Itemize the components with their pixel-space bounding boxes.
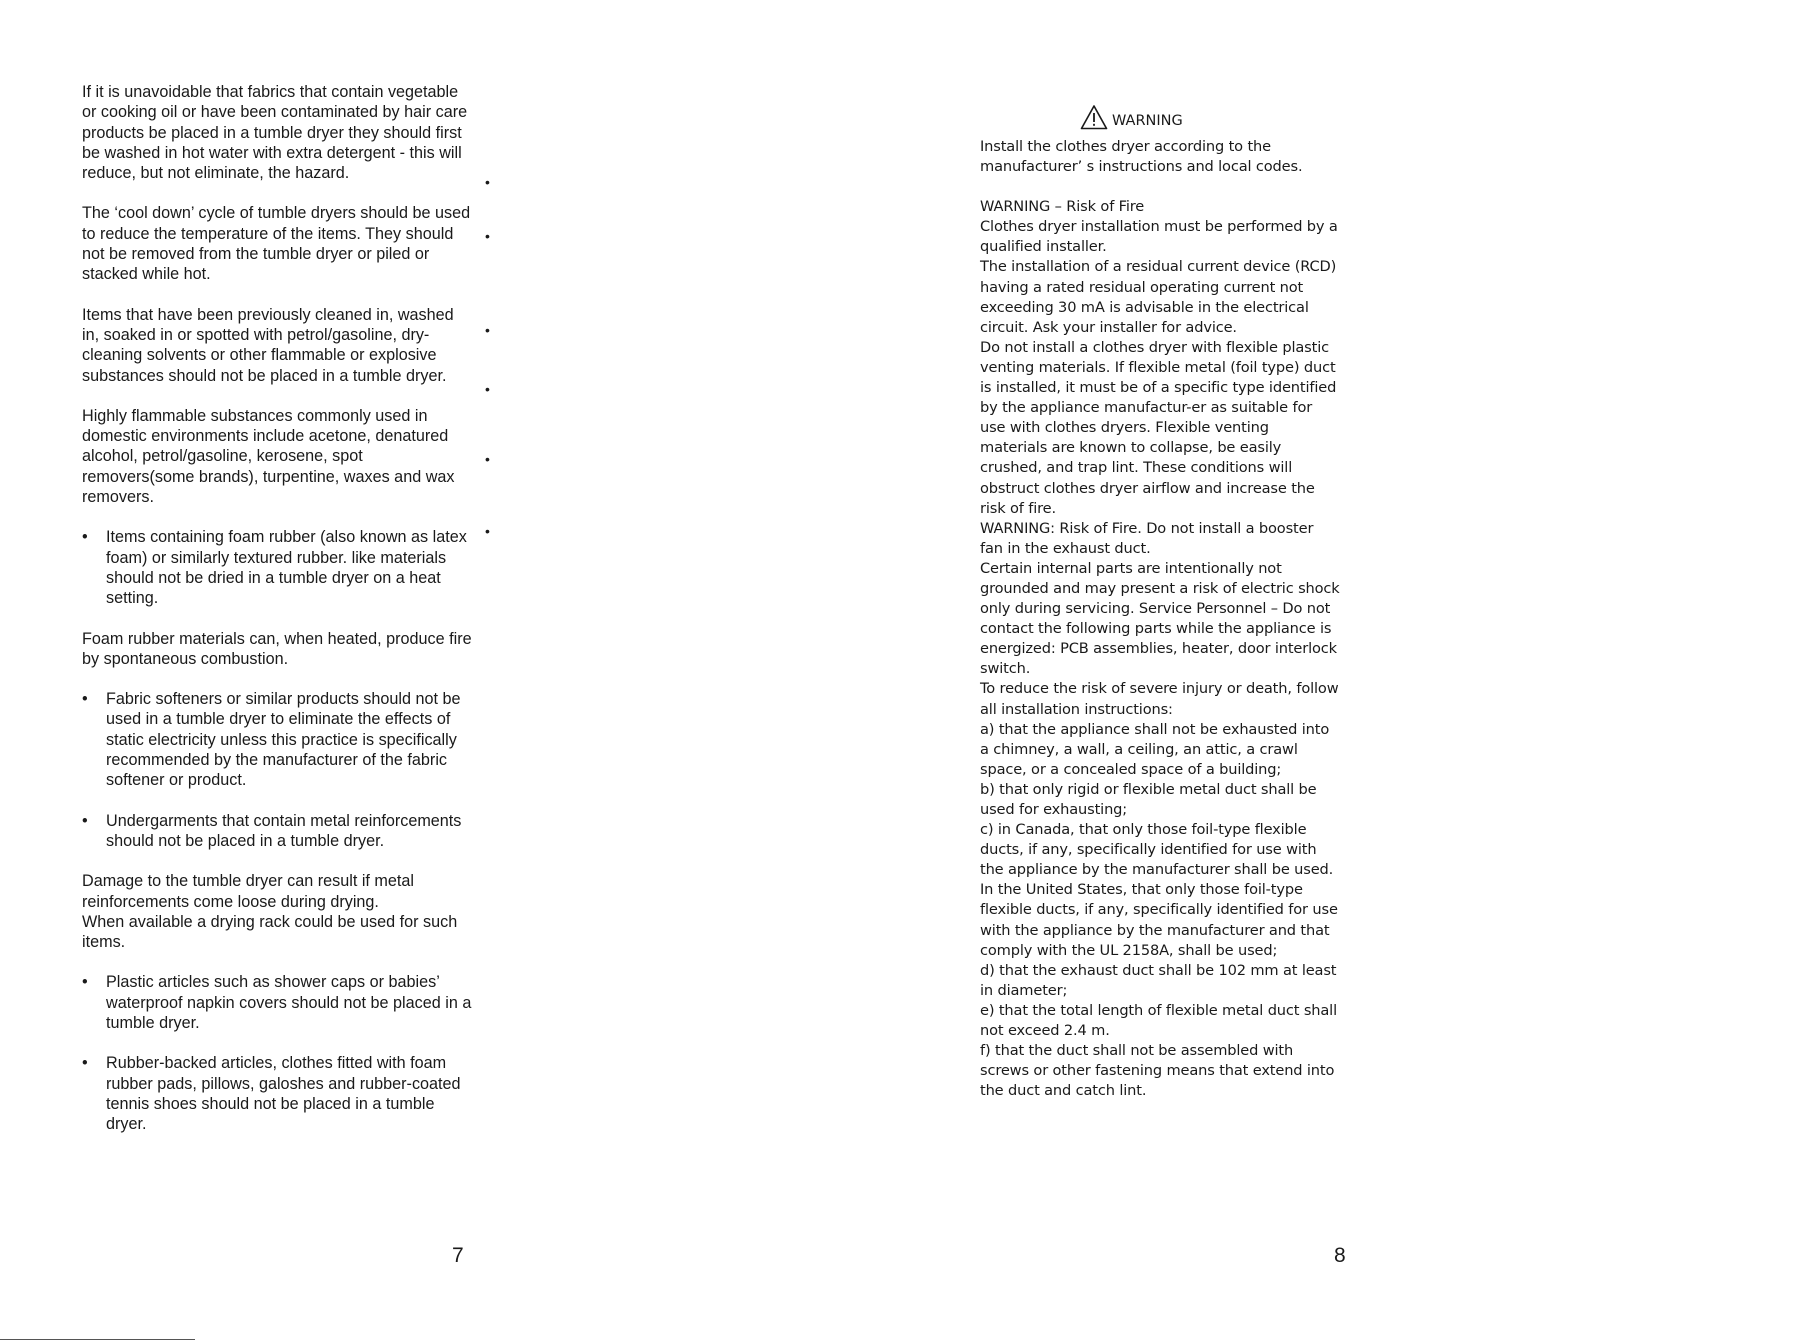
install-instructions: Install the clothes dryer according to the manufacturer’ s instructions and local codes. xyxy=(980,138,1303,176)
paragraph-damage xyxy=(82,871,472,952)
bullet-rubber-backed xyxy=(82,1053,472,1134)
bullet-mark: • xyxy=(82,528,88,547)
bullet-text: Fabric softeners or similar products should not be used in a tumble dryer to eliminate the effects of static electricity unless this practice is specifically recommended by the manufacturer of the fabric softener or product. xyxy=(106,690,461,790)
paragraph-solvents: Items that have been previously cleaned in, washed in, soaked in or spotted with petrol/gasoline, dry-cleaning solvents or other flammable or explosive substances should not be placed in a tumble dryer. xyxy=(82,305,454,385)
item-d-text: d) that the exhaust duct shall be 102 mm at least in diameter; xyxy=(980,961,1337,999)
footer-rule xyxy=(0,1339,195,1340)
right-page xyxy=(900,0,1803,1343)
rcd-text: The installation of a residual current device (RCD) having a rated residual operating current not exceeding 30 mA is advisable in the electrical circuit. Ask your installer for advice. xyxy=(980,258,1337,336)
bullet-mark: • xyxy=(82,811,88,830)
paragraph-oil-fabrics: If it is unavoidable that fabrics that contain vegetable or cooking oil or have been contaminated by hair care products be placed in a tumble dryer they should first be washed in hot water with extra detergent - this will reduce, but not eliminate, the hazard. xyxy=(82,83,468,183)
left-page xyxy=(0,0,900,1343)
stray-bullet: • xyxy=(485,451,490,467)
warning-triangle-icon xyxy=(1080,104,1108,130)
warning-heading xyxy=(1080,102,1183,130)
item-a-text: a) that the appliance shall not be exhausted into a chimney, a wall, a ceiling, an attic, a crawl space, or a concealed space of a building; xyxy=(980,720,1330,778)
bullet-plastic-articles xyxy=(82,972,472,1033)
stray-bullet: • xyxy=(485,174,490,190)
bullet-text: Plastic articles such as shower caps or babies’ waterproof napkin covers should not be placed in a tumble dryer. xyxy=(106,973,472,1032)
venting-materials-text: Do not install a clothes dryer with flexible plastic venting materials. If flexible metal (foil type) duct is installed, it must be of a specific type identified by the appliance manufactur-er as suitable for use with clothes dryers. Flexible venting materials are known to collapse, be easily crushed, and trap lint. These conditions will obstruct clothes dryer airflow and increase the risk of fire. xyxy=(980,338,1337,517)
page-number: 7 xyxy=(452,1244,464,1267)
installation-instructions-intro: To reduce the risk of severe injury or death, follow all installation instructions: xyxy=(980,680,1339,718)
stray-bullet: • xyxy=(485,523,490,539)
stray-bullet: • xyxy=(485,381,490,397)
bullet-undergarments xyxy=(82,811,472,852)
page-number: 8 xyxy=(1334,1244,1346,1267)
bullet-fabric-softeners xyxy=(82,689,472,790)
bullet-text: Rubber-backed articles, clothes fitted with foam rubber pads, pillows, galoshes and rubber-coated tennis shoes should not be placed in a tumble dryer. xyxy=(106,1054,461,1134)
bullet-text: Undergarments that contain metal reinforcements should not be placed in a tumble dryer. xyxy=(106,811,462,850)
bullet-text: Items containing foam rubber (also known as latex foam) or similarly textured rubber. like materials should not be dried in a tumble dryer on a heat setting. xyxy=(106,528,467,608)
paragraph-drying-rack: When available a drying rack could be used for such items. xyxy=(82,912,458,952)
stray-bullet: • xyxy=(485,322,490,338)
paragraph-damage-text: Damage to the tumble dryer can result if metal reinforcements come loose during drying. xyxy=(82,872,414,911)
item-c-text: c) in Canada, that only those foil-type flexible ducts, if any, specifically identified for use with the appliance by the manufacturer shall be used. In the United States, that only those foil-type flexible ducts, if any, specifically identified for use with the appliance by the manufacturer and that comply with the UL 2158A, shall be used; xyxy=(980,821,1338,959)
bullet-mark: • xyxy=(82,973,88,992)
item-b-text: b) that only rigid or flexible metal duct shall be used for exhausting; xyxy=(980,780,1317,818)
right-column xyxy=(980,137,1340,1101)
risk-of-fire-heading: WARNING – Risk of Fire xyxy=(980,198,1145,216)
item-f-text: f) that the duct shall not be assembled with screws or other fastening means that extend into the duct and catch lint. xyxy=(980,1042,1335,1100)
warning-title: WARNING xyxy=(1112,113,1183,129)
bullet-foam-rubber xyxy=(82,527,472,608)
stray-bullet: • xyxy=(485,228,490,244)
paragraph-foam-combustion: Foam rubber materials can, when heated, produce fire by spontaneous combustion. xyxy=(82,629,472,668)
item-e-text: e) that the total length of flexible metal duct shall not exceed 2.4 m. xyxy=(980,1001,1337,1040)
paragraph-flammable-substances: Highly flammable substances commonly used in domestic environments include acetone, denatured alcohol, petrol/gasoline, kerosene, spot removers(some brands), turpentine, waxes and wax removers. xyxy=(82,406,455,507)
electric-shock-text: Certain internal parts are intentionally not grounded and may present a risk of electric shock only during servicing. Service Personnel – Do not contact the following parts while the appliance is energized: PCB assemblies, heater, door interlock switch. xyxy=(980,559,1340,678)
bullet-mark: • xyxy=(82,690,88,709)
booster-fan-warning: WARNING: Risk of Fire. Do not install a booster fan in the exhaust duct. xyxy=(980,519,1314,557)
qualified-installer-text: Clothes dryer installation must be performed by a qualified installer. xyxy=(980,218,1338,256)
bullet-mark: • xyxy=(82,1054,88,1073)
left-column xyxy=(82,82,472,1154)
paragraph-cool-down: The ‘cool down’ cycle of tumble dryers should be used to reduce the temperature of the items. They should not be removed from the tumble dryer or piled or stacked while hot. xyxy=(82,204,471,284)
